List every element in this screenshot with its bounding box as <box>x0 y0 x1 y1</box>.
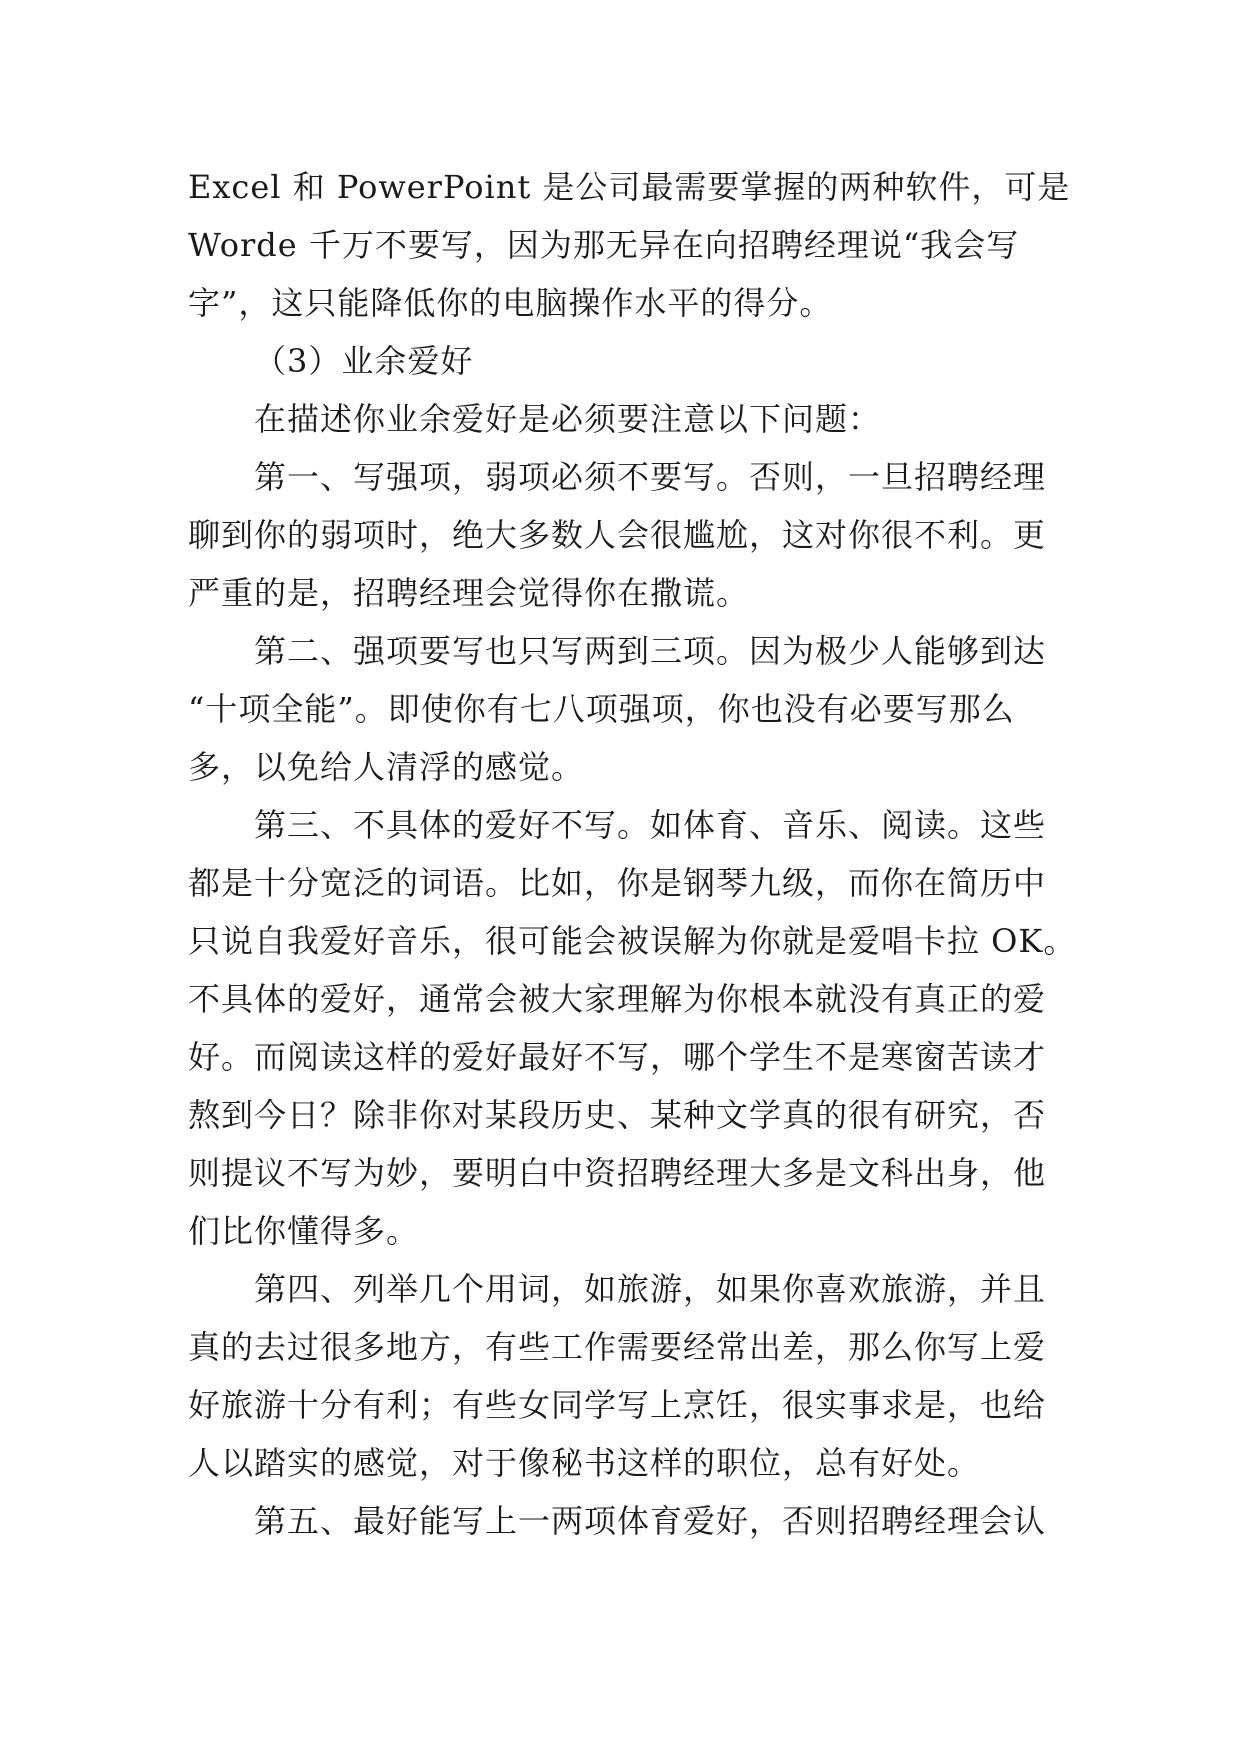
document-body <box>188 158 1077 1550</box>
section-heading: （3）业余爱好 <box>254 342 474 380</box>
text-line: 只说自我爱好音乐，很可能会被误解为你就是爱唱卡拉 OK。 <box>188 922 1077 960</box>
text-line: Worde 千万不要写，因为那无异在向招聘经理说“我会写 <box>188 226 1020 264</box>
text-line: 们比你懂得多。 <box>188 1212 420 1250</box>
text-line: 熬到今日？除非你对某段历史、某种文学真的很有研究，否 <box>188 1096 1047 1134</box>
text-line: “十项全能”。即使你有七八项强项，你也没有必要写那么 <box>188 690 1015 728</box>
text-line: 第一、写强项，弱项必须不要写。否则，一旦招聘经理 <box>254 458 1047 496</box>
text-line: 都是十分宽泛的词语。比如，你是钢琴九级，而你在简历中 <box>188 864 1047 902</box>
text-line: 聊到你的弱项时，绝大多数人会很尴尬，这对你很不利。更 <box>188 516 1047 554</box>
text-line: 在描述你业余爱好是必须要注意以下问题： <box>254 400 882 438</box>
text-line: 真的去过很多地方，有些工作需要经常出差，那么你写上爱 <box>188 1328 1047 1366</box>
text-line: 多，以免给人清浮的感觉。 <box>188 748 585 786</box>
text-line: 字”，这只能降低你的电脑操作水平的得分。 <box>188 284 833 322</box>
text-line: 好旅游十分有利；有些女同学写上烹饪，很实事求是，也给 <box>188 1386 1047 1424</box>
text-line: 第四、列举几个用词，如旅游，如果你喜欢旅游，并且 <box>254 1270 1047 1308</box>
text-line: 则提议不写为妙，要明白中资招聘经理大多是文科出身，他 <box>188 1154 1047 1192</box>
text-line: 第二、强项要写也只写两到三项。因为极少人能够到达 <box>254 632 1047 670</box>
text-line: 第三、不具体的爱好不写。如体育、音乐、阅读。这些 <box>254 806 1047 844</box>
text-line: Excel 和 PowerPoint 是公司最需要掌握的两种软件，可是 <box>188 168 1071 206</box>
text-line: 不具体的爱好，通常会被大家理解为你根本就没有真正的爱 <box>188 980 1047 1018</box>
text-line: 第五、最好能写上一两项体育爱好，否则招聘经理会认 <box>254 1502 1047 1540</box>
text-line: 人以踏实的感觉，对于像秘书这样的职位，总有好处。 <box>188 1444 981 1482</box>
text-line: 严重的是，招聘经理会觉得你在撒谎。 <box>188 574 750 612</box>
text-line: 好。而阅读这样的爱好最好不写，哪个学生不是寒窗苦读才 <box>188 1038 1047 1076</box>
